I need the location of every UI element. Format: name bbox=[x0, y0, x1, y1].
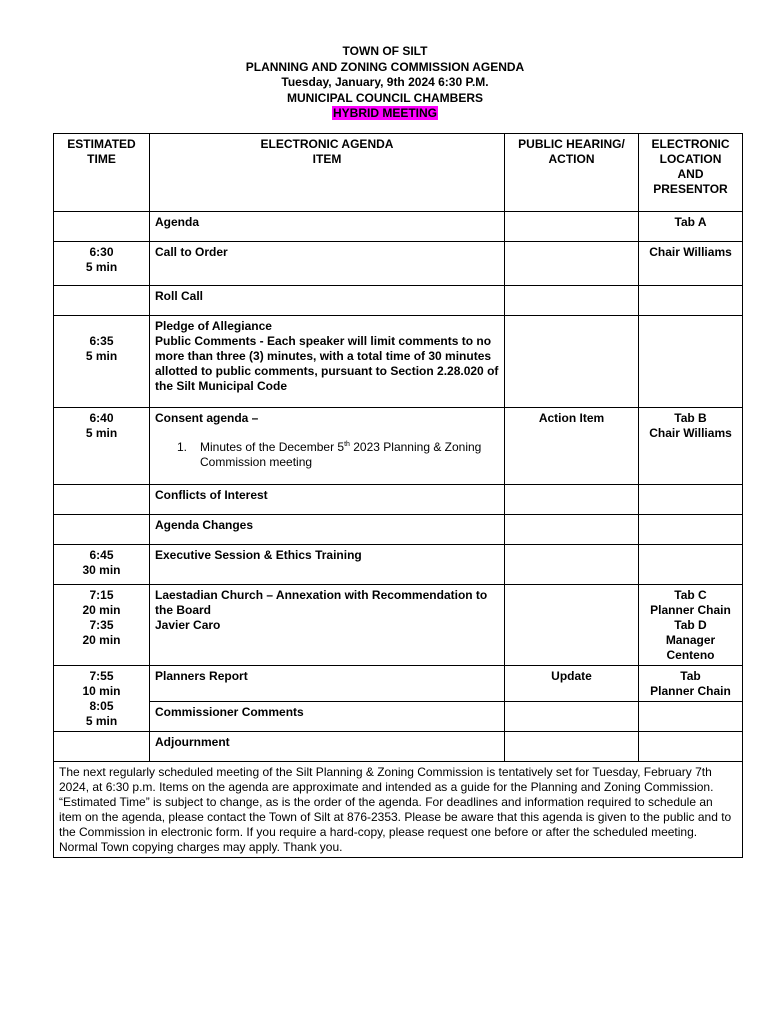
row-location bbox=[639, 316, 743, 408]
row-item: Laestadian Church – Annexation with Recommendation to the Board Javier Caro bbox=[150, 585, 505, 666]
table-row bbox=[54, 702, 743, 732]
row-action bbox=[505, 316, 639, 408]
document-header bbox=[0, 44, 770, 122]
row-action bbox=[505, 485, 639, 515]
table-row bbox=[54, 212, 743, 242]
row-time: 6:35 5 min bbox=[54, 316, 150, 408]
row-location: Tab A bbox=[639, 212, 743, 242]
row-action bbox=[505, 242, 639, 286]
table-row bbox=[54, 408, 743, 485]
row-location bbox=[639, 545, 743, 585]
table-row bbox=[54, 545, 743, 585]
agenda-table bbox=[53, 133, 743, 858]
table-row bbox=[54, 515, 743, 545]
row-time: 6:45 30 min bbox=[54, 545, 150, 585]
row-item: Executive Session & Ethics Training bbox=[150, 545, 505, 585]
consent-agenda-label: Consent agenda – bbox=[155, 411, 259, 425]
row-time bbox=[54, 286, 150, 316]
row-action: Update bbox=[505, 666, 639, 702]
table-row bbox=[54, 286, 743, 316]
list-item-number: 1. bbox=[177, 440, 188, 454]
list-item-text: Minutes of the December 5th 2023 Planning & Zoning Commission meeting bbox=[200, 440, 482, 469]
agenda-title: PLANNING AND ZONING COMMISSION AGENDA bbox=[245, 59, 525, 74]
row-action bbox=[505, 212, 639, 242]
town-name: TOWN OF SILT bbox=[342, 44, 428, 58]
row-item: Agenda bbox=[150, 212, 505, 242]
table-row bbox=[54, 316, 743, 408]
row-time bbox=[54, 732, 150, 762]
row-location: Tab C Planner Chain Tab D Manager Centeno bbox=[639, 585, 743, 666]
header-time: ESTIMATED TIME bbox=[54, 134, 150, 212]
row-location bbox=[639, 732, 743, 762]
hybrid-meeting-highlight: HYBRID MEETING bbox=[332, 106, 437, 120]
row-time bbox=[54, 212, 150, 242]
table-row bbox=[54, 666, 743, 702]
row-time: 6:40 5 min bbox=[54, 408, 150, 485]
row-time: 6:30 5 min bbox=[54, 242, 150, 286]
meeting-type bbox=[0, 106, 770, 122]
table-row bbox=[54, 242, 743, 286]
meeting-location: MUNICIPAL COUNCIL CHAMBERS bbox=[286, 90, 483, 105]
footer-notice: The next regularly scheduled meeting of the Silt Planning & Zoning Commission is tentatively set for Tuesday, February 7th 2024, at 6:30 p.m. Items on the agenda are approximate and intended as a guide for the Planning and Zoning Commission. “Estimated Time” is subject to change, as is the order of the agenda. For deadlines and information required to schedule an item on the agenda, please contact the Town of Silt at 876-2353. Please be aware that this agenda is given to the public and to the Commission in electronic form. If you require a hard-copy, please request one before or after the scheduled meeting. Normal Town copying charges may apply. Thank you. bbox=[54, 762, 743, 858]
row-location bbox=[639, 515, 743, 545]
table-row bbox=[54, 732, 743, 762]
row-location bbox=[639, 702, 743, 732]
header-location: ELECTRONIC LOCATION AND PRESENTOR bbox=[639, 134, 743, 212]
row-item: Call to Order bbox=[150, 242, 505, 286]
row-action bbox=[505, 585, 639, 666]
row-item: Pledge of Allegiance Public Comments - Each speaker will limit comments to no more than three (3) minutes, with a total time of 30 minutes allotted to public comments, pursuant to Section 2.28.020 of the Silt Municipal Code bbox=[150, 316, 505, 408]
row-action bbox=[505, 702, 639, 732]
row-item: Conflicts of Interest bbox=[150, 485, 505, 515]
row-item: Roll Call bbox=[150, 286, 505, 316]
row-action bbox=[505, 545, 639, 585]
list-item bbox=[155, 440, 499, 470]
row-action: Action Item bbox=[505, 408, 639, 485]
row-item bbox=[150, 408, 505, 485]
meeting-date: Tuesday, January, 9th 2024 6:30 P.M. bbox=[281, 75, 489, 89]
row-location: Chair Williams bbox=[639, 242, 743, 286]
footer-row bbox=[54, 762, 743, 858]
row-time: 7:55 10 min 8:05 5 min bbox=[54, 666, 150, 732]
header-action: PUBLIC HEARING/ ACTION bbox=[505, 134, 639, 212]
row-time: 7:15 20 min 7:35 20 min bbox=[54, 585, 150, 666]
row-location bbox=[639, 286, 743, 316]
row-location: Tab B Chair Williams bbox=[639, 408, 743, 485]
row-item: Commissioner Comments bbox=[150, 702, 505, 732]
row-action bbox=[505, 515, 639, 545]
header-item: ELECTRONIC AGENDA ITEM bbox=[150, 134, 505, 212]
row-time bbox=[54, 515, 150, 545]
row-item: Adjournment bbox=[150, 732, 505, 762]
row-item: Planners Report bbox=[150, 666, 505, 702]
table-row bbox=[54, 485, 743, 515]
row-location: Tab Planner Chain bbox=[639, 666, 743, 702]
table-row bbox=[54, 585, 743, 666]
row-action bbox=[505, 732, 639, 762]
row-item: Agenda Changes bbox=[150, 515, 505, 545]
row-time bbox=[54, 485, 150, 515]
table-header-row bbox=[54, 134, 743, 212]
row-action bbox=[505, 286, 639, 316]
row-location bbox=[639, 485, 743, 515]
